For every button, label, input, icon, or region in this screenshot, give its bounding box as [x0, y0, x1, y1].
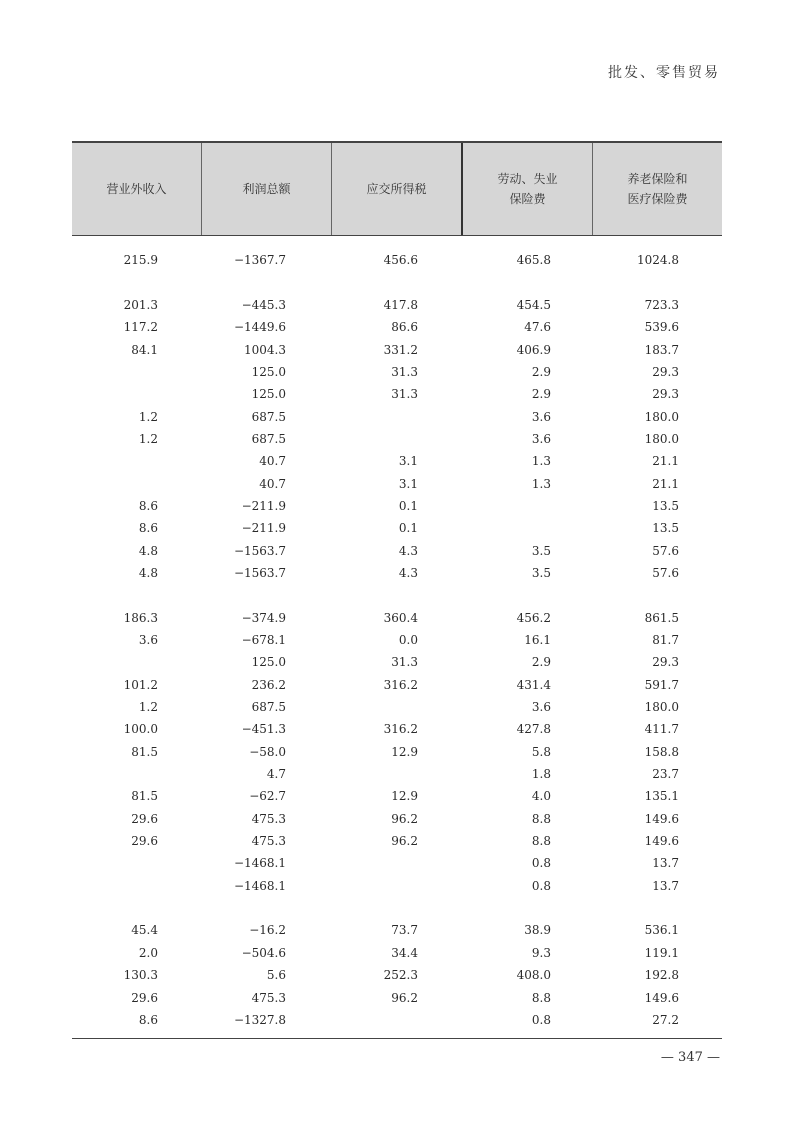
table-cell: 47.6 — [524, 320, 551, 335]
table-cell: 331.2 — [383, 342, 418, 357]
table-cell: 456.6 — [383, 253, 418, 268]
bottom-rule — [72, 1038, 722, 1039]
table-cell: 125.0 — [251, 655, 286, 670]
table-cell: 135.1 — [644, 789, 679, 804]
table-cell: 417.8 — [383, 297, 418, 312]
page-number: — 347 — — [660, 1050, 720, 1065]
table-cell: 3.1 — [398, 454, 418, 469]
table-cell: 475.3 — [251, 990, 286, 1005]
table-cell: 16.1 — [524, 633, 551, 648]
table-cell: 3.1 — [398, 476, 418, 491]
table-cell: 96.2 — [391, 834, 418, 849]
table-cell: 130.3 — [123, 968, 158, 983]
table-cell: 81.5 — [131, 744, 158, 759]
table-cell: 96.2 — [391, 811, 418, 826]
table-row — [72, 1009, 722, 1031]
table-cell: 316.2 — [383, 722, 418, 737]
table-row — [72, 808, 722, 830]
table-cell: 1.2 — [138, 431, 158, 446]
table-cell: 183.7 — [644, 342, 679, 357]
table-cell: 236.2 — [251, 677, 286, 692]
table-cell: 687.5 — [251, 409, 286, 424]
table-cell: −58.0 — [249, 744, 286, 759]
table-cell: 29.6 — [131, 834, 158, 849]
table-cell: 0.0 — [398, 633, 418, 648]
table-cell: 40.7 — [259, 476, 286, 491]
table-header — [72, 141, 722, 236]
table-row — [72, 919, 722, 941]
table-cell: 201.3 — [123, 297, 158, 312]
table-cell: 119.1 — [644, 945, 679, 960]
table-row — [72, 696, 722, 718]
table-cell: 2.0 — [138, 945, 158, 960]
table-cell: 1.2 — [138, 700, 158, 715]
table-cell: −1367.7 — [233, 253, 286, 268]
table-cell: 1.3 — [531, 454, 551, 469]
table-cell: −678.1 — [241, 633, 286, 648]
table-cell: 539.6 — [644, 320, 679, 335]
table-cell: 158.8 — [644, 744, 679, 759]
table-cell: 475.3 — [251, 811, 286, 826]
table-cell: 0.1 — [398, 498, 418, 513]
table-row — [72, 361, 722, 383]
table-row — [72, 539, 722, 561]
table-cell: 100.0 — [123, 722, 158, 737]
table-cell: −211.9 — [241, 498, 286, 513]
table-cell: 86.6 — [391, 320, 418, 335]
table-cell: 29.6 — [131, 990, 158, 1005]
table-cell: 252.3 — [383, 968, 418, 983]
table-cell: 465.8 — [516, 253, 551, 268]
table-row — [72, 562, 722, 584]
table-cell: 1004.3 — [244, 342, 286, 357]
table-cell: 117.2 — [123, 320, 158, 335]
table-row — [72, 517, 722, 539]
table-cell: 723.3 — [644, 297, 679, 312]
table-row — [72, 316, 722, 338]
table-row — [72, 584, 722, 606]
table-cell: 3.5 — [531, 565, 551, 580]
table-cell: 3.5 — [531, 543, 551, 558]
table-cell: −1563.7 — [233, 543, 286, 558]
table-cell: −1468.1 — [233, 856, 286, 871]
table-cell: 431.4 — [516, 677, 551, 692]
table-cell: 4.3 — [398, 543, 418, 558]
table-cell: 149.6 — [644, 811, 679, 826]
table-cell: 0.8 — [531, 856, 551, 871]
table-cell: 9.3 — [531, 945, 551, 960]
table-cell: 4.8 — [138, 565, 158, 580]
table-row — [72, 428, 722, 450]
table-cell: 125.0 — [251, 364, 286, 379]
table-cell: −445.3 — [241, 297, 286, 312]
table-row — [72, 942, 722, 964]
table-row — [72, 405, 722, 427]
table-cell: 29.3 — [652, 655, 679, 670]
table-cell: 5.6 — [266, 968, 286, 983]
table-cell: 192.8 — [644, 968, 679, 983]
table-cell: 31.3 — [391, 655, 418, 670]
table-cell: 84.1 — [131, 342, 158, 357]
table-row — [72, 629, 722, 651]
table-cell: 687.5 — [251, 431, 286, 446]
table-row — [72, 651, 722, 673]
table-cell: 101.2 — [123, 677, 158, 692]
table-cell: 73.7 — [391, 923, 418, 938]
table-row — [72, 897, 722, 919]
table-row — [72, 249, 722, 271]
table-cell: 456.2 — [516, 610, 551, 625]
table-cell: 861.5 — [644, 610, 679, 625]
table-body — [72, 236, 722, 1031]
table-cell: 12.9 — [391, 789, 418, 804]
table-cell: 13.5 — [652, 521, 679, 536]
table-cell: 5.8 — [531, 744, 551, 759]
table-cell: 29.6 — [131, 811, 158, 826]
table-cell: 1.8 — [531, 767, 551, 782]
table-cell: 96.2 — [391, 990, 418, 1005]
table-cell: 406.9 — [516, 342, 551, 357]
table-cell: 29.3 — [652, 364, 679, 379]
table-cell: 0.8 — [531, 878, 551, 893]
table-cell: 4.0 — [531, 789, 551, 804]
table-cell: 13.7 — [652, 856, 679, 871]
table-row — [72, 495, 722, 517]
table-cell: 1.2 — [138, 409, 158, 424]
table-cell: 8.6 — [138, 1012, 158, 1027]
table-row — [72, 718, 722, 740]
table-cell: −62.7 — [249, 789, 286, 804]
table-cell: 149.6 — [644, 990, 679, 1005]
table-cell: 81.7 — [652, 633, 679, 648]
table-cell: 13.7 — [652, 878, 679, 893]
table-row — [72, 607, 722, 629]
table-cell: 3.6 — [531, 409, 551, 424]
table-row — [72, 472, 722, 494]
table-cell: 38.9 — [524, 923, 551, 938]
column-header: 养老保险和 医疗保险费 — [627, 172, 688, 206]
table-row — [72, 294, 722, 316]
table-cell: 2.9 — [531, 655, 551, 670]
table-row — [72, 271, 722, 293]
table-cell: −1468.1 — [233, 878, 286, 893]
table-cell: 12.9 — [391, 744, 418, 759]
table-cell: 8.6 — [138, 498, 158, 513]
table-cell: 45.4 — [131, 923, 158, 938]
table-cell: 411.7 — [644, 722, 679, 737]
table-cell: 180.0 — [644, 700, 679, 715]
table-cell: 40.7 — [259, 454, 286, 469]
table-cell: 0.1 — [398, 521, 418, 536]
table-cell: 180.0 — [644, 409, 679, 424]
table-cell: 591.7 — [644, 677, 679, 692]
table-cell: 360.4 — [383, 610, 418, 625]
table-row — [72, 785, 722, 807]
table-row — [72, 741, 722, 763]
table-cell: 475.3 — [251, 834, 286, 849]
table-cell: 180.0 — [644, 431, 679, 446]
table-cell: 427.8 — [516, 722, 551, 737]
table-row — [72, 383, 722, 405]
table-cell: 0.8 — [531, 1012, 551, 1027]
table-cell: −1327.8 — [233, 1012, 286, 1027]
table-cell: 57.6 — [652, 543, 679, 558]
table-row — [72, 674, 722, 696]
table-cell: 687.5 — [251, 700, 286, 715]
table-cell: 8.8 — [531, 834, 551, 849]
table-cell: 57.6 — [652, 565, 679, 580]
table-cell: −374.9 — [241, 610, 286, 625]
table-cell: 215.9 — [123, 253, 158, 268]
table-cell: 454.5 — [516, 297, 551, 312]
table-cell: 186.3 — [123, 610, 158, 625]
table-row — [72, 450, 722, 472]
table-cell: 8.8 — [531, 811, 551, 826]
table-row — [72, 763, 722, 785]
table-row — [72, 964, 722, 986]
table-cell: 27.2 — [652, 1012, 679, 1027]
table-cell: 3.6 — [138, 633, 158, 648]
table-cell: −211.9 — [241, 521, 286, 536]
table-cell: 31.3 — [391, 364, 418, 379]
table-cell: 536.1 — [644, 923, 679, 938]
table-cell: 2.9 — [531, 387, 551, 402]
column-header: 劳动、失业 保险费 — [463, 143, 593, 235]
table-cell: 1.3 — [531, 476, 551, 491]
table-cell: 408.0 — [516, 968, 551, 983]
table-cell: 3.6 — [531, 431, 551, 446]
column-header: 应交所得税 — [332, 143, 463, 235]
table-cell: 4.7 — [266, 767, 286, 782]
column-header: 利润总额 — [202, 143, 332, 235]
table-cell: −1563.7 — [233, 565, 286, 580]
table-cell: 3.6 — [531, 700, 551, 715]
table-cell: 13.5 — [652, 498, 679, 513]
table-row — [72, 986, 722, 1008]
table-row — [72, 830, 722, 852]
table-cell: 125.0 — [251, 387, 286, 402]
table-cell: 149.6 — [644, 834, 679, 849]
table-cell: 1024.8 — [637, 253, 679, 268]
table-cell: 29.3 — [652, 387, 679, 402]
table-cell: 4.8 — [138, 543, 158, 558]
table-row — [72, 875, 722, 897]
table-cell: 31.3 — [391, 387, 418, 402]
data-table — [72, 141, 722, 1031]
table-cell: 2.9 — [531, 364, 551, 379]
table-cell: 8.6 — [138, 521, 158, 536]
table-cell: 316.2 — [383, 677, 418, 692]
table-cell: 23.7 — [652, 767, 679, 782]
table-cell: 21.1 — [652, 476, 679, 491]
table-cell: −16.2 — [249, 923, 286, 938]
table-row — [72, 338, 722, 360]
table-row — [72, 852, 722, 874]
table-cell: 81.5 — [131, 789, 158, 804]
table-cell: 21.1 — [652, 454, 679, 469]
table-cell: 8.8 — [531, 990, 551, 1005]
column-header: 营业外收入 — [72, 143, 202, 235]
table-cell: −504.6 — [241, 945, 286, 960]
table-cell: 4.3 — [398, 565, 418, 580]
section-header: 批发、零售贸易 — [608, 65, 720, 81]
table-cell: −1449.6 — [233, 320, 286, 335]
table-cell: 34.4 — [391, 945, 418, 960]
table-cell: −451.3 — [241, 722, 286, 737]
